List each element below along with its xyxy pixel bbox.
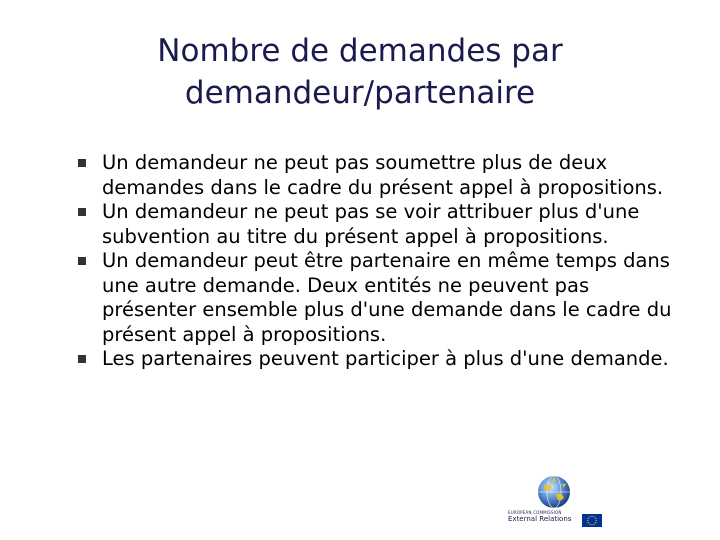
title-line-2: demandeur/partenaire: [184, 75, 536, 111]
square-bullet-icon: [78, 159, 86, 167]
square-bullet-icon: [78, 257, 86, 265]
title-line-1: Nombre de demandes par: [157, 33, 563, 69]
bullet-text: Un demandeur peut être partenaire en même temps dans une autre demande. Deux entités ne peuvent pas présenter ensemble plus d'une demande dans le cadre du présent appel à propositions.: [102, 249, 672, 346]
list-item: [78, 200, 678, 249]
bullet-text: Un demandeur ne peut pas soumettre plus de deux demandes dans le cadre du présent appel à propositions.: [102, 151, 664, 199]
page-title: [60, 30, 660, 114]
list-item: [78, 151, 678, 200]
square-bullet-icon: [78, 355, 86, 363]
globe-icon: [536, 474, 572, 510]
eu-flag-icon: [582, 514, 602, 527]
list-item: [78, 249, 678, 347]
bullet-text: Les partenaires peuvent participer à plus d'une demande.: [102, 347, 669, 370]
logo-line-2: External Relations: [508, 515, 572, 523]
bullet-text: Un demandeur ne peut pas se voir attribuer plus d'une subvention au titre du présent appel à propositions.: [102, 200, 640, 248]
bullet-list: [78, 151, 678, 372]
list-item: [78, 347, 678, 372]
square-bullet-icon: [78, 208, 86, 216]
european-commission-logo: [508, 472, 604, 530]
logo-line-1: EUROPEAN COMMISSION: [508, 510, 562, 515]
